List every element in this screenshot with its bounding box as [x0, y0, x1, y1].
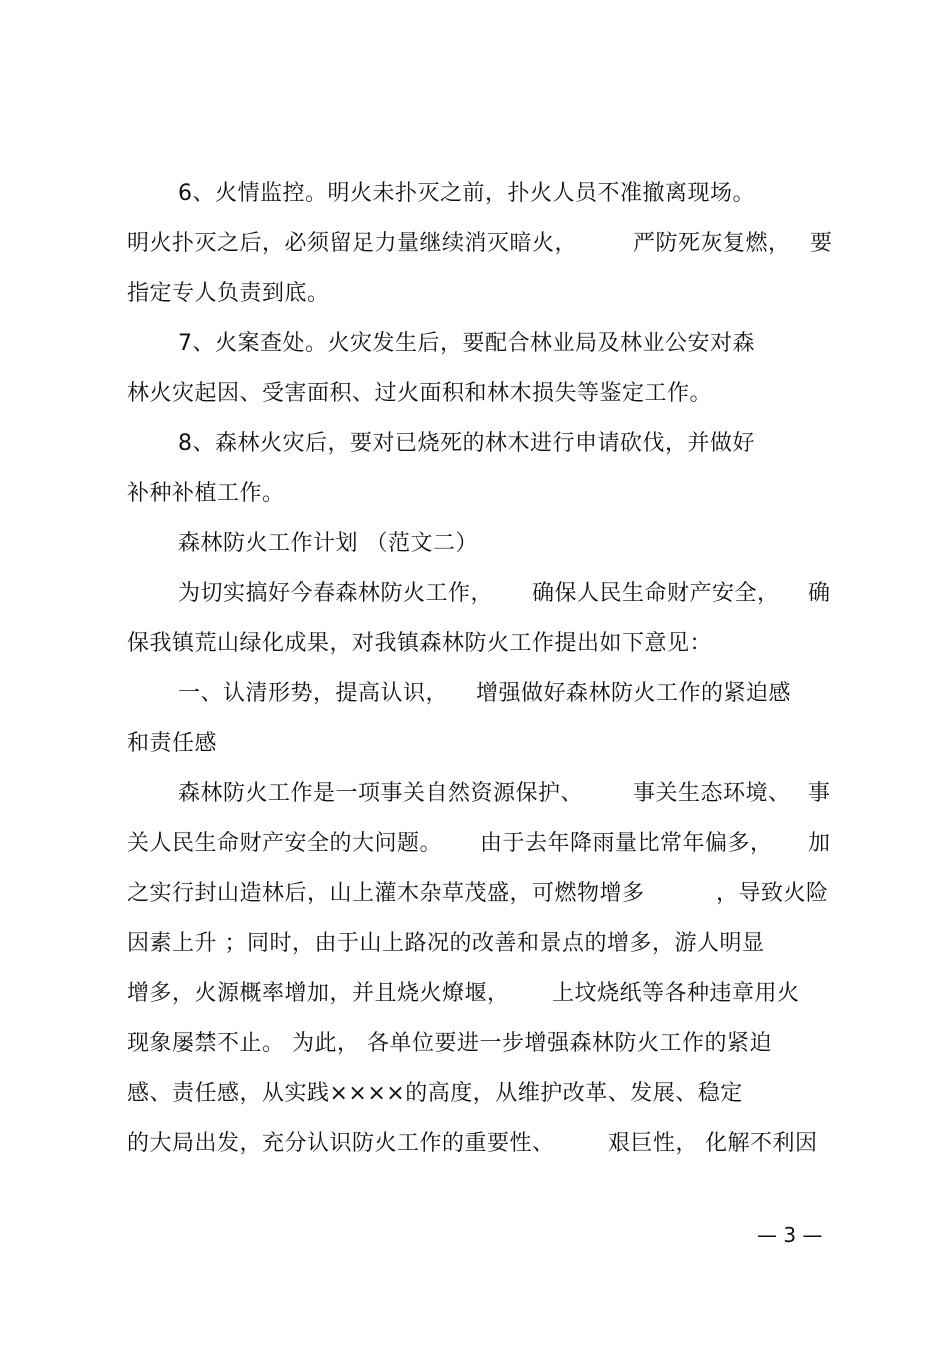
text-line: 确保人民生命财产安全， [532, 581, 780, 606]
text-line: 林火灾起因、受害面积、过火面积和林木损失等鉴定工作。 [127, 381, 713, 406]
text-line: 艰巨性， [608, 1131, 699, 1156]
text-line: 要 [810, 231, 833, 256]
text-line: 因素上升 ；同时，由于山上路况的改善和景点的增多，游人明显 [127, 931, 765, 956]
text-line: 事 [808, 781, 831, 806]
text-line: 确 [808, 581, 831, 606]
text-line: 增多，火源概率增加，并且烧火燎堰， [127, 981, 510, 1006]
text-line: 之实行封山造林后，山上灌木杂草茂盛，可燃物增多 [127, 881, 645, 906]
text-line: 8、森林火灾后，要对已烧死的林木进行申请砍伐，并做好 [178, 431, 755, 456]
text-line: 7、火案查处。火灾发生后，要配合林业局及林业公安对森 [178, 331, 755, 356]
text-line: 指定专人负责到底。 [127, 281, 330, 306]
text-line: 感、责任感，从实践××××的高度，从维护改革、发展、稳定 [127, 1081, 743, 1106]
text-line: 明火扑灭之后，必须留足力量继续消灭暗火， [127, 231, 578, 256]
text-line: 关人民生命财产安全的大问题。 [127, 831, 443, 856]
text-line: 为切实搞好今春森林防火工作， [178, 581, 494, 606]
text-line: 的大局出发，充分认识防火工作的重要性、 [127, 1131, 555, 1156]
text-line: 上坟烧纸等各种违章用火 [552, 981, 800, 1006]
section-heading: 森林防火工作计划 （范文二） [178, 531, 478, 556]
text-line: 严防死灰复燃， [633, 231, 791, 256]
text-line: 和责任感 [127, 731, 218, 756]
text-line: 保我镇荒山绿化成果，对我镇森林防火工作提出如下意见： [127, 631, 713, 656]
text-line: 由于去年降雨量比常年偏多， [480, 831, 773, 856]
text-line: 现象屡禁不止。 为此， 各单位要进一步增强森林防火工作的紧迫 [127, 1031, 772, 1056]
text-line: 增强做好森林防火工作的紧迫感 [476, 681, 792, 706]
text-line: ，导致火险 [716, 881, 829, 906]
text-line: 补种补植工作。 [127, 481, 285, 506]
text-line: 森林防火工作是一项事关自然资源保护、 [178, 781, 584, 806]
text-line: 一、认清形势，提高认识， [178, 681, 449, 706]
text-line: 6、火情监控。明火未扑灭之前，扑火人员不准撤离现场。 [178, 181, 755, 206]
text-line: 事关生态环境、 [633, 781, 791, 806]
page-number: — 3 — [757, 1223, 823, 1247]
text-line: 化解不利因 [705, 1131, 818, 1156]
text-line: 加 [808, 831, 831, 856]
